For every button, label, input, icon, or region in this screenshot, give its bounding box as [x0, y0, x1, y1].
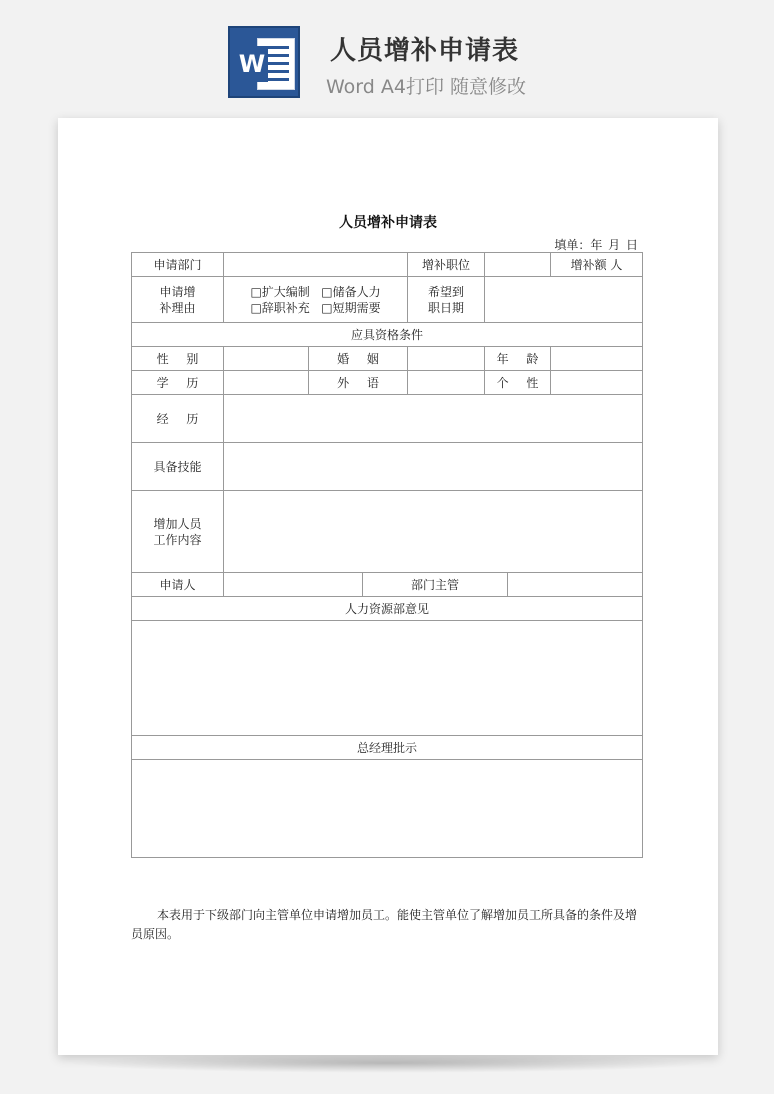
reason-label — [132, 277, 224, 323]
position-field[interactable] — [485, 253, 551, 277]
gender-field[interactable] — [224, 347, 309, 371]
banner-title: 人员增补申请表 — [330, 36, 520, 66]
banner-subtitle: Word A4打印 随意修改 — [326, 76, 527, 98]
table-row — [132, 491, 643, 573]
dept-field[interactable] — [224, 253, 408, 277]
checkbox-expand[interactable]: □扩大编制 — [250, 284, 310, 299]
gender-label: 性 别 — [132, 347, 224, 371]
word-doc-icon — [228, 26, 300, 98]
education-field[interactable] — [224, 371, 309, 395]
usage-note: 本表用于下级部门向主管单位申请增加员工。能使主管单位了解增加员工所具备的条件及增员原因。 — [131, 908, 638, 941]
table-row — [132, 621, 643, 736]
reason-options — [224, 277, 408, 323]
personality-label: 个 性 — [485, 371, 551, 395]
dept-head-field[interactable] — [508, 573, 643, 597]
table-row — [132, 253, 643, 277]
dept-label: 申请部门 — [132, 253, 224, 277]
document-title: 人员增补申请表 — [339, 215, 437, 231]
position-label: 增补职位 — [408, 253, 485, 277]
table-row — [132, 277, 643, 323]
table-row — [132, 371, 643, 395]
skills-label: 具备技能 — [132, 443, 224, 491]
expected-date-field[interactable] — [485, 277, 643, 323]
work-content-label-line1: 增加人员 — [153, 516, 202, 531]
watermark — [91, 468, 111, 492]
banner — [0, 0, 774, 110]
work-content-field[interactable] — [224, 491, 643, 573]
checkbox-replace[interactable]: □辞职补充 — [250, 300, 310, 315]
expected-label-line1: 希望到 — [428, 284, 465, 299]
qualifications-header: 应具资格条件 — [132, 323, 643, 347]
skills-field[interactable] — [224, 443, 643, 491]
hr-opinion-field[interactable] — [132, 621, 643, 736]
marriage-label: 婚 姻 — [309, 347, 408, 371]
table-row — [132, 323, 643, 347]
age-field[interactable] — [551, 347, 643, 371]
table-row — [132, 597, 643, 621]
table-row — [132, 395, 643, 443]
checkbox-reserve[interactable]: □储备人力 — [321, 284, 381, 299]
personality-field[interactable] — [551, 371, 643, 395]
fill-date: 填单：年 月 日 — [554, 238, 638, 252]
table-row — [132, 443, 643, 491]
gm-approval-field[interactable] — [132, 760, 643, 858]
reason-label-line1: 申请增 — [159, 284, 196, 299]
language-field[interactable] — [408, 371, 485, 395]
hr-opinion-header: 人力资源部意见 — [132, 597, 643, 621]
document-page — [58, 118, 718, 1055]
checkbox-shortterm[interactable]: □短期需要 — [321, 300, 381, 315]
dept-head-label: 部门主管 — [363, 573, 508, 597]
experience-label: 经 历 — [132, 395, 224, 443]
paper-shadow — [66, 1053, 710, 1073]
applicant-label: 申请人 — [132, 573, 224, 597]
form-table — [131, 252, 643, 858]
work-content-label-line2: 工作内容 — [153, 532, 202, 547]
marriage-field[interactable] — [408, 347, 485, 371]
language-label: 外 语 — [309, 371, 408, 395]
age-label: 年 龄 — [485, 347, 551, 371]
quota-label: 增补额 人 — [551, 253, 643, 277]
table-row — [132, 760, 643, 858]
table-row — [132, 736, 643, 760]
word-logo-letter: W — [236, 46, 268, 82]
table-row — [132, 573, 643, 597]
education-label: 学 历 — [132, 371, 224, 395]
applicant-field[interactable] — [224, 573, 363, 597]
reason-label-line2: 补理由 — [159, 300, 196, 315]
expected-label-line2: 职日期 — [428, 300, 465, 315]
experience-field[interactable] — [224, 395, 643, 443]
work-content-label — [132, 491, 224, 573]
expected-date-label — [408, 277, 485, 323]
table-row — [132, 347, 643, 371]
gm-approval-header: 总经理批示 — [132, 736, 643, 760]
